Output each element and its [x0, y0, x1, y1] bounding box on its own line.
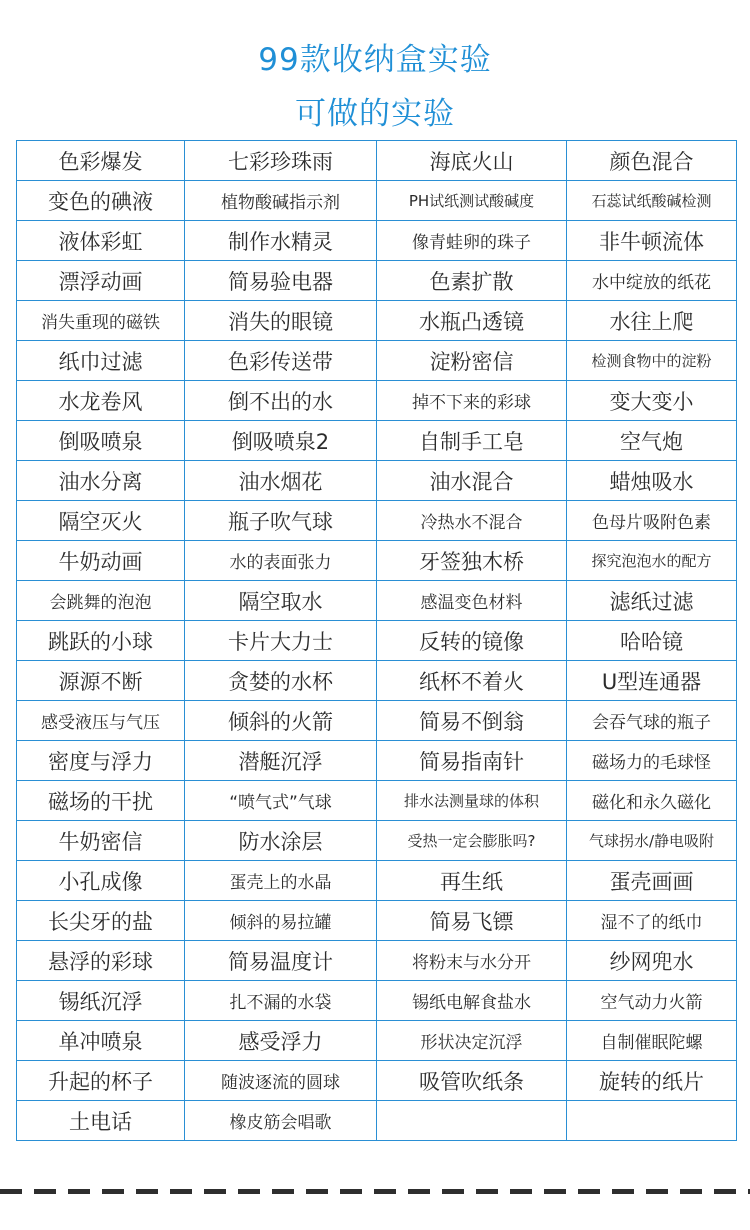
experiment-cell: 倒吸喷泉 — [17, 421, 185, 461]
experiment-cell: 锡纸沉浮 — [17, 981, 185, 1021]
table-row — [17, 821, 737, 861]
experiment-cell: 倾斜的易拉罐 — [185, 901, 377, 941]
experiment-cell: 湿不了的纸巾 — [567, 901, 737, 941]
experiment-cell: 石蕊试纸酸碱检测 — [567, 181, 737, 221]
experiment-cell: 牛奶动画 — [17, 541, 185, 581]
table-row — [17, 341, 737, 381]
experiment-cell: 简易指南针 — [377, 741, 567, 781]
table-row — [17, 181, 737, 221]
experiment-cell: 水龙卷风 — [17, 381, 185, 421]
experiment-cell: 形状决定沉浮 — [377, 1021, 567, 1061]
experiment-cell: 倒不出的水 — [185, 381, 377, 421]
experiment-cell: U型连通器 — [567, 661, 737, 701]
experiment-cell: 空气炮 — [567, 421, 737, 461]
experiment-cell: 感受浮力 — [185, 1021, 377, 1061]
experiment-cell: 密度与浮力 — [17, 741, 185, 781]
experiment-cell: 瓶子吹气球 — [185, 501, 377, 541]
experiment-cell: 会吞气球的瓶子 — [567, 701, 737, 741]
experiment-cell: 颜色混合 — [567, 141, 737, 181]
experiment-cell: 探究泡泡水的配方 — [567, 541, 737, 581]
experiment-cell: 七彩珍珠雨 — [185, 141, 377, 181]
experiment-cell: 色母片吸附色素 — [567, 501, 737, 541]
experiment-cell: 纸杯不着火 — [377, 661, 567, 701]
experiment-cell: 扎不漏的水袋 — [185, 981, 377, 1021]
table-row — [17, 1021, 737, 1061]
experiment-cell: 倾斜的火箭 — [185, 701, 377, 741]
experiment-cell: 牛奶密信 — [17, 821, 185, 861]
table-row — [17, 781, 737, 821]
experiment-cell: 自制手工皂 — [377, 421, 567, 461]
table-row — [17, 301, 737, 341]
experiment-cell: 橡皮筋会唱歌 — [185, 1101, 377, 1141]
experiment-cell: 水往上爬 — [567, 301, 737, 341]
experiment-cell: 磁场的干扰 — [17, 781, 185, 821]
experiment-cell: 气球拐水/静电吸附 — [567, 821, 737, 861]
experiment-cell: 潜艇沉浮 — [185, 741, 377, 781]
experiment-cell: 消失重现的磁铁 — [17, 301, 185, 341]
experiment-cell: 简易不倒翁 — [377, 701, 567, 741]
table-row — [17, 1101, 737, 1141]
experiment-cell: 旋转的纸片 — [567, 1061, 737, 1101]
table-row — [17, 661, 737, 701]
experiment-cell: 色彩爆发 — [17, 141, 185, 181]
experiment-cell: 长尖牙的盐 — [17, 901, 185, 941]
experiment-cell: 磁化和永久磁化 — [567, 781, 737, 821]
experiment-cell: 简易飞镖 — [377, 901, 567, 941]
experiment-cell: 感受液压与气压 — [17, 701, 185, 741]
table-row — [17, 141, 737, 181]
experiment-cell: 土电话 — [17, 1101, 185, 1141]
experiment-cell: 冷热水不混合 — [377, 501, 567, 541]
table-row — [17, 901, 737, 941]
experiment-cell: 油水烟花 — [185, 461, 377, 501]
table-row — [17, 1061, 737, 1101]
experiment-cell: 蜡烛吸水 — [567, 461, 737, 501]
experiment-cell: 检测食物中的淀粉 — [567, 341, 737, 381]
table-row — [17, 221, 737, 261]
experiment-cell: 油水分离 — [17, 461, 185, 501]
experiment-cell: 排水法测量球的体积 — [377, 781, 567, 821]
experiment-cell: 液体彩虹 — [17, 221, 185, 261]
table-row — [17, 501, 737, 541]
experiment-cell: 简易温度计 — [185, 941, 377, 981]
experiment-cell — [377, 1101, 567, 1141]
experiment-cell: 隔空取水 — [185, 581, 377, 621]
experiment-cell: 吸管吹纸条 — [377, 1061, 567, 1101]
experiment-cell: 将粉末与水分开 — [377, 941, 567, 981]
experiment-cell: 自制催眠陀螺 — [567, 1021, 737, 1061]
experiment-cell — [567, 1101, 737, 1141]
experiment-cell: 源源不断 — [17, 661, 185, 701]
experiment-cell: 消失的眼镜 — [185, 301, 377, 341]
experiment-cell: 升起的杯子 — [17, 1061, 185, 1101]
experiment-cell: 磁场力的毛球怪 — [567, 741, 737, 781]
experiment-cell: 蛋壳上的水晶 — [185, 861, 377, 901]
experiment-cell: 水瓶凸透镜 — [377, 301, 567, 341]
experiment-cell: 空气动力火箭 — [567, 981, 737, 1021]
experiment-cell: 反转的镜像 — [377, 621, 567, 661]
experiment-cell: 海底火山 — [377, 141, 567, 181]
experiment-table — [16, 140, 737, 1141]
table-row — [17, 461, 737, 501]
experiment-cell: 漂浮动画 — [17, 261, 185, 301]
experiment-cell: 纱网兜水 — [567, 941, 737, 981]
table-row — [17, 701, 737, 741]
experiment-cell: 倒吸喷泉2 — [185, 421, 377, 461]
table-row — [17, 621, 737, 661]
experiment-cell: 纸巾过滤 — [17, 341, 185, 381]
table-row — [17, 381, 737, 421]
experiment-cell: 贪婪的水杯 — [185, 661, 377, 701]
experiment-cell: 植物酸碱指示剂 — [185, 181, 377, 221]
table-row — [17, 541, 737, 581]
experiment-cell: 水的表面张力 — [185, 541, 377, 581]
experiment-cell: 油水混合 — [377, 461, 567, 501]
experiment-cell: 牙签独木桥 — [377, 541, 567, 581]
experiment-cell: 滤纸过滤 — [567, 581, 737, 621]
experiment-cell: 再生纸 — [377, 861, 567, 901]
experiment-cell: 锡纸电解食盐水 — [377, 981, 567, 1021]
experiment-cell: 跳跃的小球 — [17, 621, 185, 661]
experiment-cell: “喷气式”气球 — [185, 781, 377, 821]
experiment-cell: 掉不下来的彩球 — [377, 381, 567, 421]
experiment-cell: 非牛顿流体 — [567, 221, 737, 261]
experiment-cell: 隔空灭火 — [17, 501, 185, 541]
table-row — [17, 981, 737, 1021]
experiment-cell: 悬浮的彩球 — [17, 941, 185, 981]
experiment-cell: 淀粉密信 — [377, 341, 567, 381]
experiment-cell: 像青蛙卵的珠子 — [377, 221, 567, 261]
experiment-cell: 受热一定会膨胀吗? — [377, 821, 567, 861]
experiment-cell: 变大变小 — [567, 381, 737, 421]
experiment-cell: 色素扩散 — [377, 261, 567, 301]
experiment-cell: 会跳舞的泡泡 — [17, 581, 185, 621]
table-row — [17, 861, 737, 901]
experiment-cell: 卡片大力士 — [185, 621, 377, 661]
experiment-cell: 感温变色材料 — [377, 581, 567, 621]
experiment-cell: 随波逐流的圆球 — [185, 1061, 377, 1101]
experiment-cell: 变色的碘液 — [17, 181, 185, 221]
experiment-cell: 简易验电器 — [185, 261, 377, 301]
experiment-cell: 单冲喷泉 — [17, 1021, 185, 1061]
experiment-cell: 水中绽放的纸花 — [567, 261, 737, 301]
table-row — [17, 261, 737, 301]
experiment-cell: 制作水精灵 — [185, 221, 377, 261]
dashed-divider — [0, 1189, 750, 1194]
experiment-cell: 哈哈镜 — [567, 621, 737, 661]
page-title: 99款收纳盒实验 — [258, 42, 492, 78]
table-row — [17, 741, 737, 781]
experiment-cell: 小孔成像 — [17, 861, 185, 901]
table-row — [17, 581, 737, 621]
experiment-cell: 蛋壳画画 — [567, 861, 737, 901]
table-row — [17, 421, 737, 461]
experiment-cell: 色彩传送带 — [185, 341, 377, 381]
experiment-cell: PH试纸测试酸碱度 — [377, 181, 567, 221]
experiment-cell: 防水涂层 — [185, 821, 377, 861]
page-subtitle: 可做的实验 — [295, 96, 455, 132]
table-row — [17, 941, 737, 981]
